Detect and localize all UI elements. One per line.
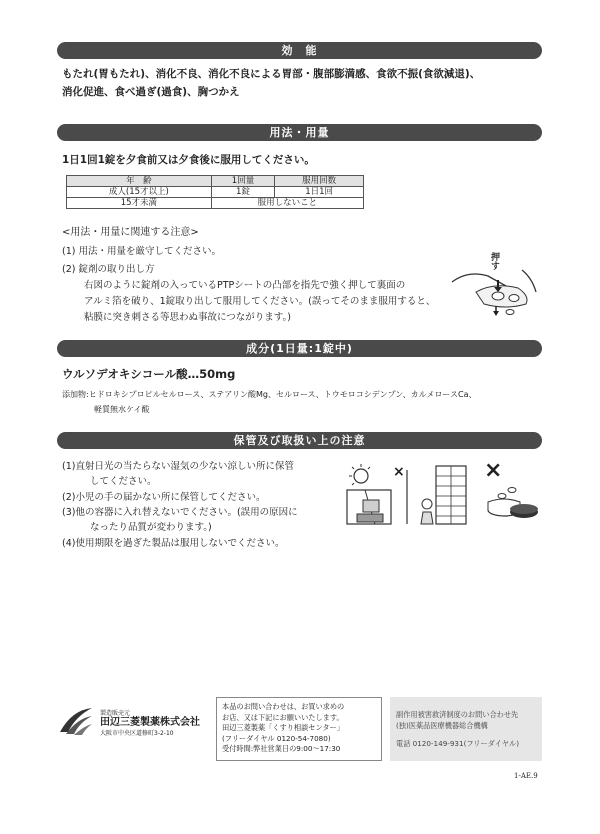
maker-name: 田辺三菱製薬株式会社 [100, 717, 200, 728]
efficacy-heading: 効 能 [57, 42, 542, 59]
child-cabinet-illustration [418, 462, 468, 526]
usage-note-2-line-1: 右図のように錠剤の入っているPTPシートの凸部を指先で強く押して裏面の [84, 280, 406, 291]
usage-note-2-line-3: 粘膜に突き刺さる等思わぬ事故につながります。) [84, 312, 292, 323]
table-cell-adult-times: 1日1回 [275, 187, 364, 198]
table-header-times: 服用回数 [275, 176, 364, 187]
storage-item-2: (2)小児の手の届かない所に保管してください。 [62, 492, 266, 503]
relief-line-1: 副作用被害救済制度のお問い合わせ先 [396, 710, 519, 719]
storage-item-4: (4)使用期限を過ぎた製品は服用しないでください。 [62, 538, 285, 549]
relief-line-3: 電話 0120-149-931(フリーダイヤル) [396, 739, 519, 748]
storage-heading: 保管及び取扱い上の注意 [57, 432, 542, 449]
usage-note-2-title: (2) 錠剤の取り出し方 [62, 264, 155, 275]
usage-intro: 1日1回1錠を夕食前又は夕食後に服用してください。 [62, 154, 315, 166]
usage-notes-title: <用法・用量に関連する注意> [62, 227, 199, 238]
contact-line-4: (フリーダイヤル 0120-54-7080) [222, 733, 331, 743]
usage-note-1: (1) 用法・用量を厳守してください。 [62, 246, 221, 257]
table-header-dose: 1回量 [211, 176, 275, 187]
prohibited-x-icon: × [484, 458, 503, 483]
usage-note-2-line-2: アルミ箔を破り、1錠取り出して服用してください。(誤ってそのまま服用すると、 [84, 296, 436, 307]
ingredients-main: ウルソデオキシコール酸…50mg [62, 367, 236, 381]
table-cell-child-note: 服用しないこと [211, 198, 363, 209]
container-swap-illustration [482, 458, 544, 526]
ingredients-additives-line-1: 添加物:ヒドロキシプロピルセルロース、ステアリン酸Mg、セルロース、トウモロコシデンプン、カルメロースCa、 [62, 390, 477, 399]
prohibited-x-icon: × [393, 464, 405, 480]
ptp-push-illustration [448, 252, 540, 318]
dosage-table [66, 175, 364, 209]
usage-heading: 用法・用量 [57, 124, 542, 141]
sunlight-window-illustration [345, 462, 415, 526]
efficacy-line-2: 消化促進、食べ過ぎ(過食)、胸つかえ [62, 86, 240, 98]
storage-item-1-line-2: してください。 [90, 476, 157, 487]
table-header-age: 年 齢 [67, 176, 212, 187]
company-logo-icon [58, 706, 94, 736]
table-cell-child-age: 15才未満 [67, 198, 212, 209]
contact-line-2: お店、又は下記にお願いいたします。 [222, 712, 344, 722]
ingredients-heading: 成分(1日量:1錠中) [57, 340, 542, 357]
contact-line-5: 受付時間:弊社営業日の9:00〜17:30 [222, 744, 341, 753]
table-cell-adult-dose: 1錠 [211, 187, 275, 198]
relief-line-2: (独)医薬品医療機器総合機構 [396, 721, 488, 730]
table-cell-adult-age: 成人(15才以上) [67, 187, 212, 198]
storage-item-1-line-1: (1)直射日光の当たらない湿気の少ない涼しい所に保管 [62, 461, 294, 472]
contact-line-3: 田辺三菱製薬「くすり相談センター」 [222, 723, 344, 732]
push-label: 押す [489, 252, 499, 270]
maker-address: 大阪市中央区道修町3-2-10 [100, 730, 174, 737]
storage-item-3-line-1: (3)他の容器に入れ替えないでください。(誤用の原因に [62, 507, 298, 518]
efficacy-line-1: もたれ(胃もたれ)、消化不良、消化不良による胃部・腹部膨満感、食欲不振(食欲減退)、 [62, 68, 481, 80]
storage-item-3-line-2: なったり品質が変わります。) [90, 522, 212, 533]
document-code: 1-AE.9 [514, 772, 538, 780]
ingredients-additives-line-2: 軽質無水ケイ酸 [94, 405, 150, 414]
maker-role: 製造販売元 [100, 710, 131, 717]
contact-line-1: 本品のお問い合わせは、お買い求めの [222, 702, 345, 711]
